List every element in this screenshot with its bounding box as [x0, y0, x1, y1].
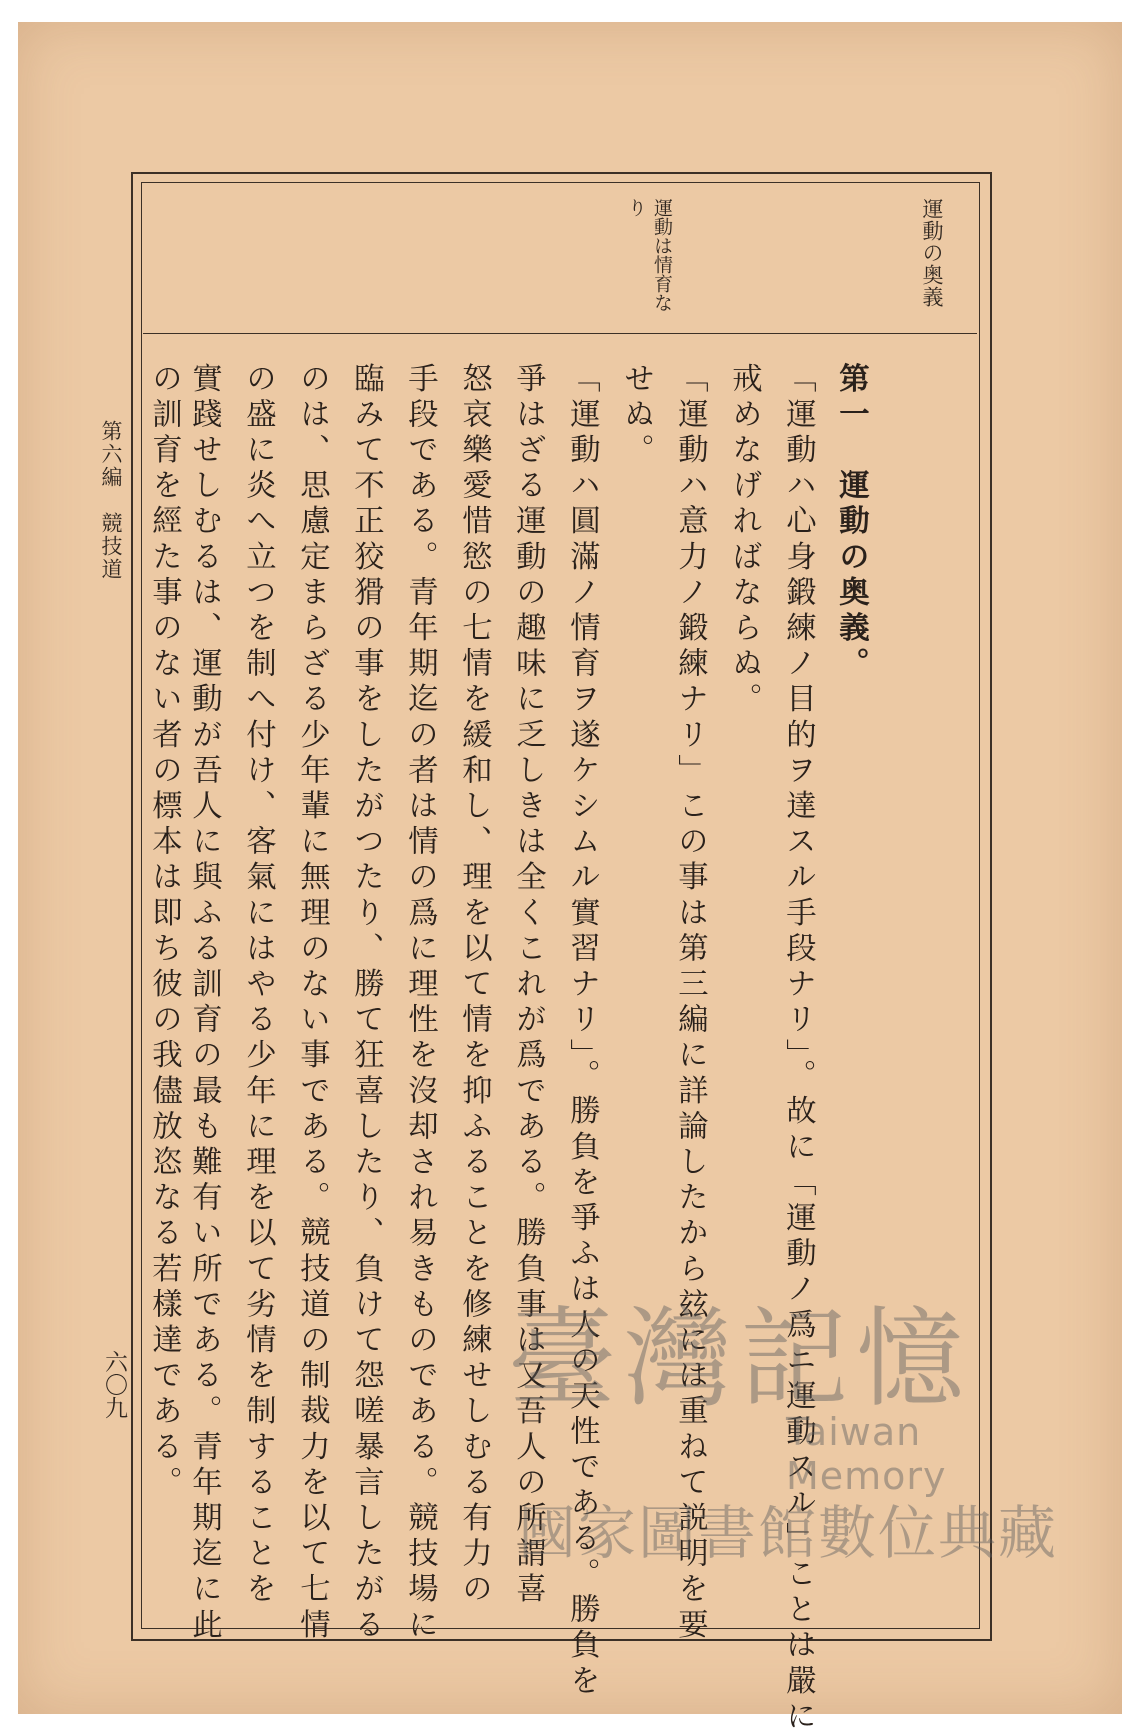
- marginal-note: 運動は情育なり: [625, 198, 673, 312]
- body-column-7: 怒哀樂愛惜慾の七情を緩和し、理を以て情を抑ふることを修練せしむる有力の: [456, 362, 492, 1608]
- body-column-1: 「運動ハ心身鍛練ノ目的ヲ達スル手段ナリ」。故に「運動ノ爲ニ運動スル」ことは嚴に: [780, 362, 816, 1735]
- running-head: 運動の奥義: [920, 198, 944, 308]
- body-column-12: 實踐せしむるは、運動が吾人に與ふる訓育の最も難有い所である。青年期迄に此: [186, 362, 222, 1644]
- watermark-subtitle: 國家圖書館數位典藏: [518, 1499, 1059, 1567]
- chapter-title: 第一 運動の奥義。: [833, 362, 870, 683]
- body-column-9: 臨みて不正狡猾の事をしたがつたり、勝て狂喜したり、負けて怨嗟暴言したがる: [348, 362, 384, 1644]
- header-rule: [143, 333, 977, 334]
- chapter-footer: 第六編 競技道: [99, 420, 123, 581]
- watermark-title: 臺灣記憶: [508, 1297, 973, 1422]
- body-column-8: 手段である。青年期迄の者は情の爲に理性を沒却され易きものである。競技場に: [402, 362, 438, 1644]
- body-column-2: 戒めなげればならぬ。: [726, 362, 762, 718]
- body-column-5: 「運動ハ圓滿ノ情育ヲ遂ケシムル實習ナリ」。勝負を爭ふは人の天性である。勝負を: [564, 362, 600, 1700]
- body-column-11: の盛に炎へ立つを制へ付け、客氣にはやる少年に理を以て劣情を制することを: [240, 362, 276, 1608]
- page-number: 六〇九: [101, 1350, 127, 1419]
- body-column-3: 「運動ハ意力ノ鍛練ナリ」この事は第三編に詳論したから玆には重ねて説明を要: [672, 362, 708, 1644]
- body-column-6: 爭はざる運動の趣味に乏しきは全くこれが爲である。勝負事は又吾人の所謂喜: [510, 362, 546, 1608]
- watermark-english: Taiwan Memory: [786, 1410, 947, 1498]
- body-column-10: のは、思慮定まらざる少年輩に無理のない事である。競技道の制裁力を以て七情: [294, 362, 330, 1644]
- body-column-4: せぬ。: [618, 362, 654, 469]
- body-column-13: の訓育を經た事のない者の標本は即ち彼の我儘放恣なる若樣達である。: [146, 362, 182, 1502]
